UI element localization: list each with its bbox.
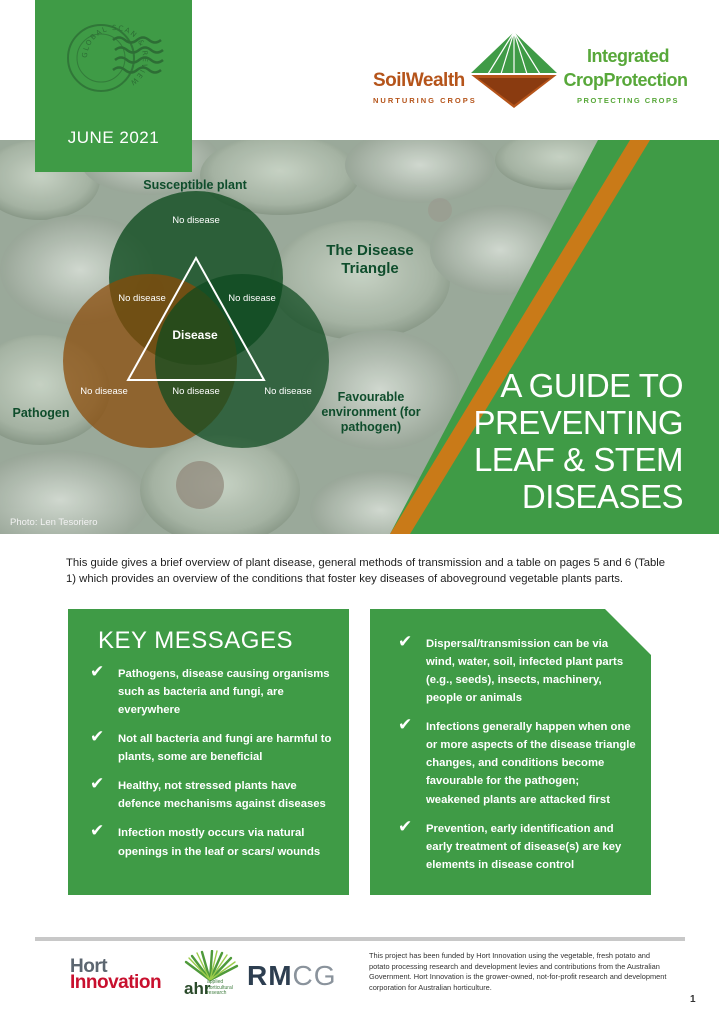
- rmcg-logo-bold: RM: [247, 960, 293, 991]
- favourable-environment-label: Favourable environment (for pathogen): [321, 390, 421, 434]
- checkmark-icon: ✔: [398, 816, 413, 836]
- key-messages-list: [398, 632, 636, 885]
- list-item: [398, 632, 636, 707]
- list-item-text: Pathogens, disease causing organisms such as bacteria and fungi, are everywhere: [118, 668, 330, 717]
- list-item: [398, 816, 636, 874]
- postmark-stamp-icon: [53, 6, 171, 106]
- ahr-logo-subtitle: applied horticultural research: [207, 979, 233, 996]
- title-line: DISEASES: [521, 477, 683, 515]
- no-disease-label-right: No disease: [228, 293, 276, 304]
- title-line: A GUIDE TO: [500, 367, 683, 404]
- list-item: [90, 821, 342, 860]
- key-messages-list: [90, 662, 342, 872]
- icp-logo-line2: CropProtection: [563, 70, 688, 90]
- icp-logo-line1: Integrated: [586, 46, 669, 66]
- susceptible-plant-label: Susceptible plant: [143, 178, 247, 192]
- no-disease-label-pathogen: No disease: [80, 386, 128, 397]
- pathogen-label: Pathogen: [12, 406, 70, 420]
- checkmark-icon: ✔: [90, 662, 105, 681]
- list-item: [90, 727, 342, 766]
- icp-tagline: PROTECTING CROPS: [577, 96, 679, 105]
- list-item: [90, 774, 342, 813]
- no-disease-label-top: No disease: [172, 215, 220, 226]
- list-item-text: Dispersal/transmission can be via wind, water, soil, infected plant parts (e.g., seeds), insects, machinery, people or animals: [426, 638, 624, 705]
- ahr-logo-text: ahr: [184, 979, 211, 998]
- date-banner: [35, 0, 192, 172]
- funding-statement: This project has been funded by Hort Innovation using the vegetable, fresh potato and potato processing research and development levies and contributions from the Australian Government. Hort Innovation is the grower-owned, not-for-profit research and development corporation for Australian horticulture.: [369, 951, 667, 993]
- document-title: [473, 368, 683, 516]
- list-item-text: Not all bacteria and fungi are harmful to plants, some are beneficial: [118, 733, 332, 764]
- publication-date: JUNE 2021: [67, 128, 160, 147]
- list-item-text: Healthy, not stressed plants have defence mechanisms against diseases: [118, 780, 326, 811]
- title-line: PREVENTING: [473, 403, 683, 441]
- checkmark-icon: ✔: [90, 821, 105, 841]
- list-item-text: Prevention, early identification and early treatment of disease(s) are key elements in disease control: [426, 822, 622, 871]
- key-messages-box-right: [370, 609, 651, 895]
- list-item: [90, 662, 342, 719]
- list-item-text: Infections generally happen when one or more aspects of the disease triangle changes, and conditions become favourable for the pathogen; weakened plants are attacked first: [426, 721, 636, 806]
- hort-innovation-logo-line2: Innovation: [70, 972, 162, 993]
- photo-credit: Photo: Len Tesoriero: [10, 517, 98, 528]
- diamond-field-icon: [468, 30, 560, 110]
- key-messages-box-left: [68, 609, 349, 895]
- intro-paragraph: This guide gives a brief overview of plant disease, general methods of transmission and a table on pages 5 and 6 (Table 1) which provides an overview of the conditions that foster key diseases of aboveground vegetable plants parts.: [66, 557, 666, 586]
- list-item-text: Infection mostly occurs via natural openings in the leaf or scars/ wounds: [118, 827, 321, 858]
- disease-triangle-title: The Disease Triangle: [326, 242, 414, 277]
- no-disease-label-bottom: No disease: [172, 386, 220, 397]
- disease-center-label: Disease: [172, 328, 218, 342]
- rmcg-logo-light: CG: [292, 960, 337, 991]
- stamp-text: GLOBAL SCAN & REVIEW: [80, 23, 150, 88]
- checkmark-icon: ✔: [398, 632, 413, 651]
- partner-logos: [368, 26, 688, 116]
- list-item: [398, 715, 636, 808]
- key-messages-title: KEY MESSAGES: [98, 627, 293, 654]
- footer-divider: [35, 937, 685, 941]
- soilwealth-tagline: NURTURING CROPS: [373, 96, 477, 105]
- hort-innovation-logo-line1: Hort: [70, 956, 108, 977]
- hero-banner: [0, 140, 719, 534]
- page-number: 1: [690, 994, 696, 1005]
- rmcg-logo: [247, 960, 337, 992]
- checkmark-icon: ✔: [90, 727, 105, 747]
- no-disease-label-left: No disease: [118, 293, 166, 304]
- checkmark-icon: ✔: [398, 715, 413, 735]
- no-disease-label-environment: No disease: [264, 386, 312, 397]
- soilwealth-logo-text: SoilWealth: [373, 70, 465, 91]
- checkmark-icon: ✔: [90, 774, 105, 794]
- title-line: LEAF & STEM: [473, 440, 683, 478]
